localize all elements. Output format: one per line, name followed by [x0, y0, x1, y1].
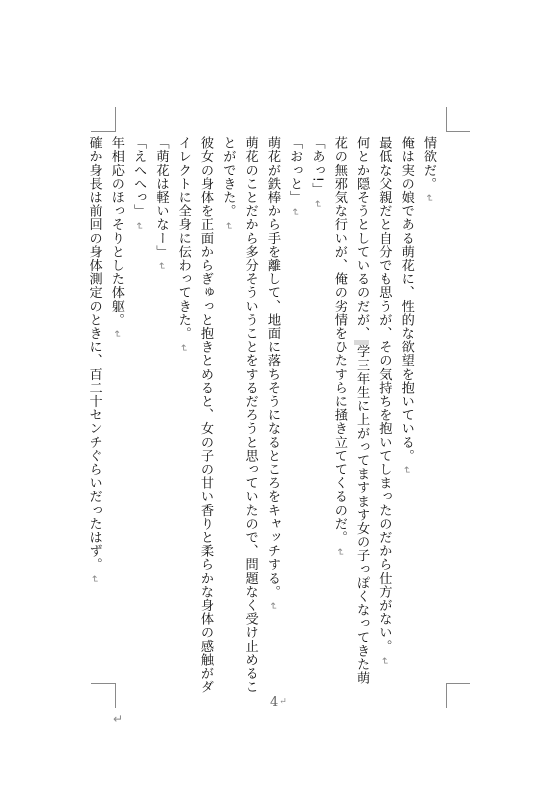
- paragraph-mark-icon: ↵: [378, 656, 390, 666]
- paragraph: [82, 136, 104, 696]
- paragraph-text: 萌花のことだから多分そういうことをするだろうと思っていたので、問題なく受け止めることができた。: [220, 136, 258, 694]
- paragraph: [328, 136, 373, 696]
- paragraph: [417, 136, 439, 696]
- paragraph-text: 萌花が鉄棒から手を離して、地面に落ちそうになるところをキャッチする。: [264, 136, 280, 599]
- crop-mark-top-right-v: [446, 107, 447, 132]
- crop-mark-top-left-h: [91, 131, 115, 132]
- paragraph: [216, 136, 261, 696]
- paragraph-text: 学三年生に上がってますます女の子っぽくなってきた萌花の無邪気な行いが、俺の劣情をひたすらに掻き立ててくるのだ。: [331, 136, 370, 685]
- paragraph-mark-icon: ↵: [423, 194, 434, 204]
- paragraph-mark-icon: ↵: [400, 466, 412, 476]
- paragraph-mark-icon: ↵: [177, 344, 189, 353]
- paragraph: [149, 136, 171, 696]
- paragraph-mark-icon: ↵: [279, 697, 287, 707]
- paragraph-text: 「萌花は軽いなー」: [153, 136, 169, 259]
- page-number: [270, 695, 287, 710]
- paragraph-mark-icon: ↵: [289, 208, 301, 217]
- footer-paragraph-mark-icon: ↵: [113, 712, 124, 726]
- crop-mark-top-right-h: [446, 131, 470, 132]
- paragraph-mark-icon: ↵: [88, 575, 100, 584]
- paragraph-text: 「えへへっ」: [131, 136, 147, 218]
- paragraph-text: 彼女の身体を正面からぎゅっと抱きとめると、女の子の甘い香りと柔らかな身体の感触がダイレクトに全身に伝わってきた。: [175, 136, 214, 694]
- paragraph: [283, 136, 305, 696]
- crop-mark-top-left-v: [115, 107, 116, 132]
- crop-mark-bottom-right-h: [446, 683, 470, 684]
- paragraph: [305, 136, 327, 696]
- paragraph-mark-icon: ↵: [133, 221, 145, 231]
- paragraph-mark-icon: ↵: [110, 330, 122, 340]
- paragraph-mark-icon: ↵: [333, 548, 345, 557]
- paragraph: [261, 136, 283, 696]
- paragraph-text: 確か身長は前回の身体測定のときに、百二十センチぐらいだったはず。: [86, 136, 102, 572]
- paragraph-text: 情欲だ。: [421, 136, 436, 191]
- paragraph: [171, 136, 216, 696]
- paragraph-mark-icon: ↵: [266, 602, 278, 612]
- paragraph: [105, 136, 127, 696]
- paragraph: [127, 136, 149, 696]
- crop-mark-bottom-right-v: [446, 683, 447, 708]
- paragraph-text: 年相応のほっそりとした体躯。: [108, 136, 124, 327]
- paragraph-text: 俺は実の娘である萌花に、性的な欲望を抱いている。: [398, 136, 414, 463]
- paragraph-mark-icon: ↵: [222, 221, 234, 231]
- paragraph-mark-icon: ↵: [311, 200, 323, 209]
- vertical-text-body[interactable]: [82, 136, 439, 696]
- paragraph: [394, 136, 416, 696]
- paragraph-text: 「あっ!」: [309, 136, 325, 197]
- paragraph-text: 「おっと」: [287, 136, 303, 204]
- paragraph: [372, 136, 394, 696]
- paragraph-text: 何とか隠そうとしているのだが、: [354, 136, 370, 340]
- paragraph-mark-icon: ↵: [155, 262, 167, 272]
- paragraph-text: 最低な父親だと自分でも思うが、その気持ちを抱いてしまったのだから仕方がない。: [376, 136, 392, 653]
- page-number-text: 4: [270, 695, 279, 710]
